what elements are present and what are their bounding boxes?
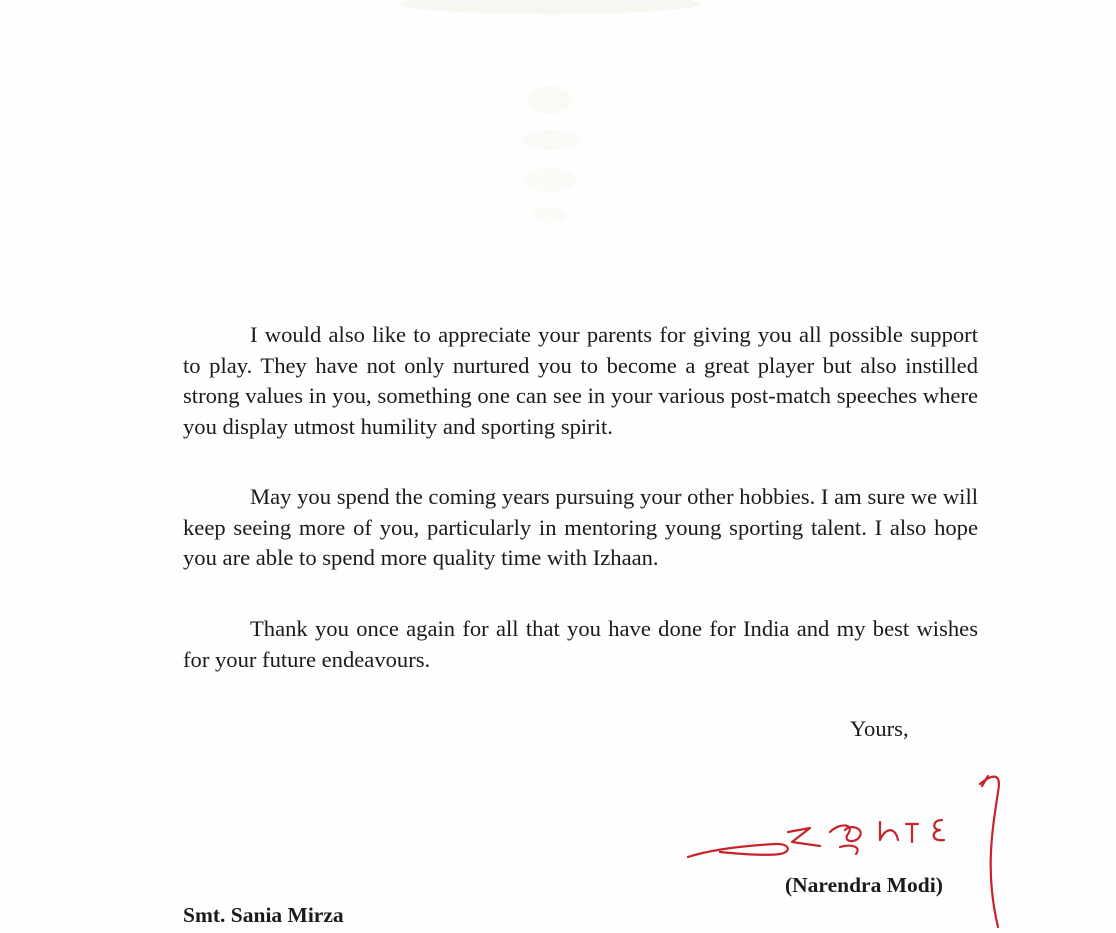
signatory-name: (Narendra Modi) (785, 873, 943, 897)
letter-paragraph (183, 482, 978, 574)
paragraph-text: May you spend the coming years pursuing your other hobbies. I am sure we will keep seeing more of you, particularly in mentoring young sporting talent. I also hope you are able to spend more quality time with Izhaan. (183, 484, 978, 571)
handwritten-signature-icon (680, 762, 1020, 933)
recipient-name: Smt. Sania Mirza (183, 903, 344, 927)
emblem-watermark-icon (300, 0, 800, 240)
paragraph-text: Thank you once again for all that you have done for India and my best wishes for your future endeavours. (183, 616, 978, 672)
letter-paragraph (183, 320, 978, 442)
paragraph-text: I would also like to appreciate your parents for giving you all possible support to play. They have not only nurtured you to become a great player but also instilled strong values in you, something one can see in your various post-match speeches where you display utmost humility and sporting spirit. (183, 322, 978, 439)
letter-closing: Yours, (850, 716, 909, 741)
letter-paragraph (183, 614, 978, 675)
